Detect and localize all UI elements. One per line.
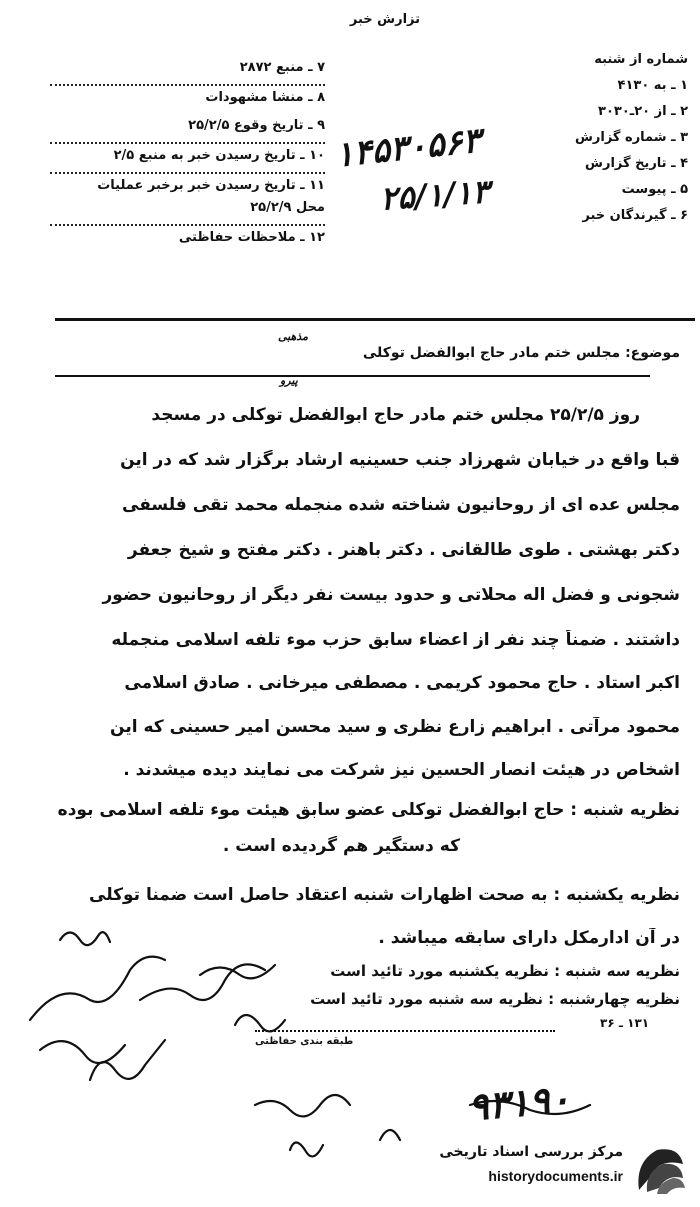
header-left-item: ۹ ـ تاریخ وقوع ۲۵/۲/۵: [50, 118, 325, 144]
signature-scribble: [40, 1041, 125, 1063]
header-left-item: ۸ ـ منشا مشهودات: [205, 90, 325, 105]
watermark-logo-icon: [629, 1142, 689, 1198]
watermark: [415, 1138, 695, 1200]
header-divider: [55, 318, 695, 321]
body-line: که دستگیر هم گردیده است .: [222, 836, 460, 856]
opinion-line: نظریه چهارشنبه : نظریه سه شنبه مورد تائید است: [310, 990, 680, 1008]
body-line: اکبر استاد . حاج محمود کریمی . مصطفی میرخانی . صادق اسلامی: [124, 673, 680, 693]
opinion-line: نظریه یکشنبه : به صحت اظهارات شنبه اعتقاد حاصل است ضمنا توکلی: [89, 885, 680, 905]
footer-rule: [255, 1030, 555, 1032]
subject-line: موضوع: مجلس ختم مادر حاج ابوالفضل توکلی: [362, 345, 680, 361]
signature-scribble: [60, 932, 110, 945]
watermark-url: historydocuments.ir: [488, 1168, 623, 1184]
header-right-item: ۶ ـ گیرندگان خبر: [582, 208, 688, 223]
header-left-item: ۱۱ ـ تاریخ رسیدن خبر برخبر عملیات: [97, 178, 325, 193]
subject-underline: [55, 375, 650, 377]
header-left-item: محل ۲۵/۲/۹: [50, 200, 325, 226]
body-line: مجلس عده ای از روحانیون شناخته شده منجمله محمد تقی فلسفی: [122, 495, 680, 515]
header-right-item: ۴ ـ تاریخ گزارش: [585, 156, 688, 171]
body-line: اشخاص در هیئت انصار الحسین نیز شرکت می نمایند دیده میشدند .: [123, 760, 680, 780]
header-right-item: ۵ ـ پیوست: [621, 182, 688, 197]
signature-scribble: [290, 1143, 323, 1157]
form-code: ۱۳۱ ـ ۳۶: [600, 1016, 650, 1030]
signature-scribble: [30, 957, 165, 1020]
header-left-item: ۱۰ ـ تاریخ رسیدن خبر به منبع ۲/۵: [50, 148, 325, 174]
watermark-title: مرکز بررسی اسناد تاریخی: [439, 1144, 623, 1160]
subject-note-follow: پیرو: [280, 374, 298, 387]
signature-scribble: [90, 1040, 165, 1080]
handwritten-registration-number: ۱۴۵۳۰۵۶۳: [333, 120, 483, 176]
signature-scribble: [380, 1130, 400, 1140]
header-left-item: ۷ ـ منبع ۲۸۷۲: [50, 60, 325, 86]
body-line: دکتر بهشتی . طوی طالقانی . دکتر باهنر . دکتر مفتح و شیخ جعفر: [127, 540, 680, 560]
body-line: نظریه شنبه : حاج ابوالفضل توکلی عضو سابق هیئت موء تلفه اسلامی بوده: [57, 800, 680, 820]
header-right-item: ۱ ـ به ۴۱۳۰: [617, 78, 688, 93]
body-line: محمود مرآتی . ابراهیم زارع نظری و سید محسن امیر حسینی که این: [110, 717, 680, 737]
body-line: روز ۲۵/۲/۵ مجلس ختم مادر حاج ابوالفضل توکلی در مسجد: [151, 405, 640, 425]
opinion-line: در آن ادارمکل دارای سابقه میباشد .: [378, 928, 680, 948]
signature-scribble: [235, 1015, 285, 1031]
header-left-fields: [50, 60, 325, 256]
report-title: تزارش خبر: [349, 12, 420, 27]
handwritten-date: ۲۵/۱/۱۳: [378, 172, 491, 218]
body-line: داشتند . ضمناً چند نفر از اعضاء سابق حزب موء تلفه اسلامی منجمله: [111, 630, 680, 650]
handwritten-archive-number: ۹۳۱۹۰: [466, 1075, 572, 1130]
body-line: قبا واقع در خیابان شهرزاد جنب حسینیه ارشاد برگزار شد که در این: [120, 450, 680, 470]
body-line: شجونی و فضل اله محلاتی و حدود بیست نفر دیگر از روحانیون حضور: [102, 585, 680, 605]
header-right-item: ۳ ـ شماره گزارش: [574, 130, 688, 145]
subject-note-religious: مذهبی: [278, 330, 308, 343]
header-right-item: ۲ ـ از ۲۰ـ۳۰۳۰: [598, 104, 688, 119]
signature-scribble: [255, 1095, 350, 1116]
classification-stamp: طبقه بندی حفاظتی: [255, 1036, 354, 1047]
header-left-item: ۱۲ ـ ملاحظات حفاظتی: [178, 230, 325, 245]
signature-scribble: [140, 964, 265, 1000]
header-right-item: شماره از شنبه: [594, 52, 688, 67]
opinion-line: نظریه سه شنبه : نظریه یکشنبه مورد تائید است: [330, 962, 680, 980]
